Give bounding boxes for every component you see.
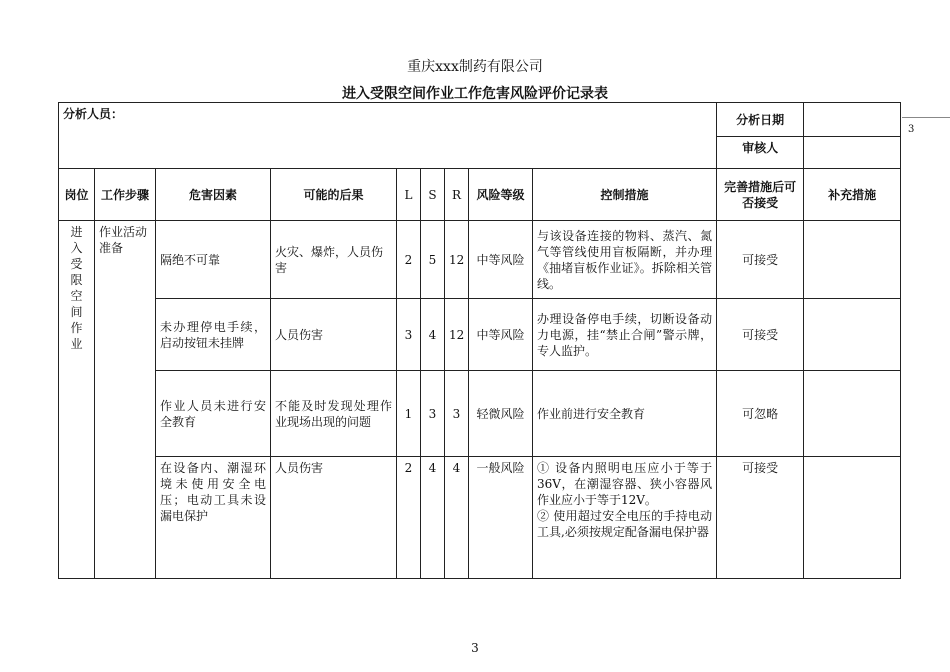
s-cell: 5 bbox=[421, 221, 445, 299]
consequence-cell: 人员伤害 bbox=[271, 299, 397, 371]
l-cell: 1 bbox=[397, 371, 421, 457]
post-cell: 进 入 受 限 空 间 作 业 bbox=[59, 221, 95, 579]
l-cell: 2 bbox=[397, 457, 421, 579]
risk-cell: 中等风险 bbox=[469, 299, 533, 371]
header-acceptable: 完善措施后可否接受 bbox=[717, 169, 804, 221]
header-r: R bbox=[445, 169, 469, 221]
header-hazard: 危害因素 bbox=[156, 169, 271, 221]
header-s: S bbox=[421, 169, 445, 221]
hazard-cell: 作业人员未进行安全教育 bbox=[156, 371, 271, 457]
step-cell: 作业活动准备 bbox=[95, 221, 156, 579]
risk-cell: 轻微风险 bbox=[469, 371, 533, 457]
acceptable-cell: 可接受 bbox=[717, 299, 804, 371]
consequence-cell: 火灾、爆炸，人员伤害 bbox=[271, 221, 397, 299]
header-control: 控制措施 bbox=[533, 169, 717, 221]
supplement-cell bbox=[804, 299, 901, 371]
consequence-cell: 人员伤害 bbox=[271, 457, 397, 579]
control-item-2: ② 使用超过安全电压的手持电动工具,必须按规定配备漏电保护器 bbox=[537, 509, 713, 539]
r-cell: 12 bbox=[445, 299, 469, 371]
acceptable-cell: 可接受 bbox=[717, 457, 804, 579]
analyst-label: 分析人员： bbox=[59, 103, 717, 169]
s-cell: 4 bbox=[421, 299, 445, 371]
table-row bbox=[59, 457, 901, 579]
control-cell: 办理设备停电手续，切断设备动力电源，挂“禁止合闸”警示牌，专人监护。 bbox=[533, 299, 717, 371]
supplement-cell bbox=[804, 371, 901, 457]
s-cell: 3 bbox=[421, 371, 445, 457]
reviewer-label: 审核人 bbox=[717, 137, 804, 169]
header-step: 工作步骤 bbox=[95, 169, 156, 221]
document-title: 进入受限空间作业工作危害风险评价记录表 bbox=[342, 86, 608, 102]
control-cell: 与该设备连接的物料、蒸汽、氮气等管线使用盲板隔断，并办理《抽堵盲板作业证》。拆除相关管线。 bbox=[533, 221, 717, 299]
l-cell: 2 bbox=[397, 221, 421, 299]
control-cell: 作业前进行安全教育 bbox=[533, 371, 717, 457]
hazard-cell: 在设备内、潮湿环境未使用安全电压；电动工具未设漏电保护 bbox=[156, 457, 271, 579]
header-supplement: 补充措施 bbox=[804, 169, 901, 221]
table-row bbox=[59, 299, 901, 371]
r-cell: 4 bbox=[445, 457, 469, 579]
analyst-row bbox=[59, 103, 901, 137]
analysis-date-value bbox=[804, 103, 901, 137]
acceptable-cell: 可忽略 bbox=[717, 371, 804, 457]
analysis-date-label: 分析日期 bbox=[717, 103, 804, 137]
header-consequence: 可能的后果 bbox=[271, 169, 397, 221]
s-cell: 4 bbox=[421, 457, 445, 579]
company-name: 重庆xxx制药有限公司 bbox=[407, 59, 543, 75]
hazard-cell: 未办理停电手续，启动按钮未挂牌 bbox=[156, 299, 271, 371]
control-cell bbox=[533, 457, 717, 579]
r-cell: 3 bbox=[445, 371, 469, 457]
r-cell: 12 bbox=[445, 221, 469, 299]
reviewer-value bbox=[804, 137, 901, 169]
header-row bbox=[59, 169, 901, 221]
risk-cell: 一般风险 bbox=[469, 457, 533, 579]
margin-line bbox=[902, 117, 950, 118]
l-cell: 3 bbox=[397, 299, 421, 371]
side-page-number: 3 bbox=[908, 124, 915, 135]
risk-assessment-table bbox=[58, 102, 901, 579]
header-risk-level: 风险等级 bbox=[469, 169, 533, 221]
acceptable-cell: 可接受 bbox=[717, 221, 804, 299]
risk-cell: 中等风险 bbox=[469, 221, 533, 299]
header-post: 岗位 bbox=[59, 169, 95, 221]
page-number: 3 bbox=[471, 641, 479, 655]
supplement-cell bbox=[804, 221, 901, 299]
consequence-cell: 不能及时发现处理作业现场出现的问题 bbox=[271, 371, 397, 457]
control-item-1: ① 设备内照明电压应小于等于36V，在潮湿容器、狭小容器风作业应小于等于12V。 bbox=[537, 461, 713, 507]
table-row bbox=[59, 221, 901, 299]
header-l: L bbox=[397, 169, 421, 221]
table-row bbox=[59, 371, 901, 457]
supplement-cell bbox=[804, 457, 901, 579]
hazard-cell: 隔绝不可靠 bbox=[156, 221, 271, 299]
